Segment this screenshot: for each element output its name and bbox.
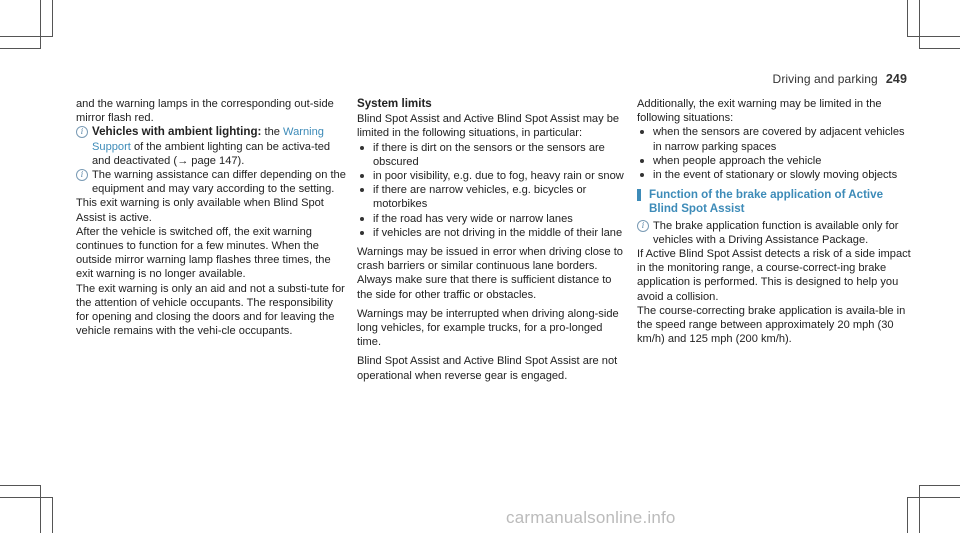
paragraph: Warnings may be interrupted when driving along-side long vehicles, for example trucks, for a pro-longed time. <box>357 307 619 349</box>
paragraph: If Active Blind Spot Assist detects a risk of a side impact in the monitoring range, a course-correct-ing brake application is performed. This is designed to help you avoid a collision. <box>637 248 911 303</box>
list-item <box>637 125 912 153</box>
info-icon: i <box>76 126 88 138</box>
column-middle <box>357 97 627 383</box>
paragraph: and the warning lamps in the corresponding out-side mirror flash red. <box>76 98 334 125</box>
crop-mark <box>907 497 908 533</box>
section-heading-text: Function of the brake application of Active Blind Spot Assist <box>649 188 884 216</box>
list-item-text: if there is dirt on the sensors or the sensors are obscured <box>373 141 605 168</box>
note-text: The warning assistance can differ depending on the equipment and may vary according to the setting. <box>92 169 346 196</box>
list-item-text: when people approach the vehicle <box>653 154 822 167</box>
crop-mark <box>0 497 53 498</box>
crop-mark <box>919 0 920 48</box>
note <box>76 125 348 168</box>
crop-mark <box>40 485 41 533</box>
watermark: carmanualsonline.info <box>506 508 676 527</box>
list-item <box>357 141 627 169</box>
bullet-icon <box>360 231 364 235</box>
list-item-text: in poor visibility, e.g. due to fog, heavy rain or snow <box>373 170 624 183</box>
crop-mark <box>919 485 960 486</box>
crop-mark <box>0 36 53 37</box>
bullet-icon <box>360 217 364 221</box>
list-item <box>357 169 627 183</box>
crop-mark <box>919 485 920 533</box>
bullet-icon <box>360 146 364 150</box>
section-heading <box>637 188 912 216</box>
bullet-icon <box>640 173 644 177</box>
bullet-list <box>357 141 627 240</box>
crop-mark <box>0 48 41 49</box>
bullet-icon <box>640 130 644 134</box>
list-item <box>637 154 912 168</box>
section-bar-icon <box>637 189 641 201</box>
subheading: System limits <box>357 97 432 110</box>
crop-mark <box>907 497 960 498</box>
info-icon: i <box>76 169 88 181</box>
bullet-icon <box>640 159 644 163</box>
section-title: Driving and parking <box>772 72 878 86</box>
paragraph: Warnings may be issued in error when driving close to crash barriers or similar continuous lane borders. Always make sure that there is sufficient distance to the side for other traffic or obstacles. <box>357 246 623 301</box>
paragraph: Additionally, the exit warning may be limited in the following situations: <box>637 98 882 125</box>
crop-mark <box>0 485 41 486</box>
column-right <box>637 97 912 346</box>
paragraph: Blind Spot Assist and Active Blind Spot Assist may be limited in the following situations, in particular: <box>357 113 620 140</box>
page-header <box>773 72 907 86</box>
crop-mark <box>52 497 53 533</box>
warning-support-link[interactable]: Warning Support <box>92 126 324 153</box>
list-item <box>357 212 627 226</box>
list-item <box>357 183 627 211</box>
note-text: The brake application function is available only for vehicles with a Driving Assistance Package. <box>653 219 899 246</box>
info-icon: i <box>637 220 649 232</box>
note <box>637 219 912 247</box>
paragraph: Blind Spot Assist and Active Blind Spot Assist are not operational when reverse gear is engaged. <box>357 355 618 382</box>
page-number: 249 <box>885 72 907 86</box>
list-item-text: if the road has very wide or narrow lanes <box>373 212 573 225</box>
crop-mark <box>52 0 53 36</box>
list-item-text: if there are narrow vehicles, e.g. bicycles or motorbikes <box>373 184 587 211</box>
crop-mark <box>907 0 908 36</box>
crop-mark <box>907 36 960 37</box>
crop-mark <box>919 48 960 49</box>
bullet-list <box>637 125 912 182</box>
list-item-text: when the sensors are covered by adjacent vehicles in narrow parking spaces <box>653 126 905 153</box>
bullet-icon <box>360 188 364 192</box>
paragraph: After the vehicle is switched off, the exit warning continues to function for a few minutes. When the outside mirror warning lamp flashes three times, the exit warning is no longer available. <box>76 225 331 281</box>
note-text: the <box>261 126 284 139</box>
paragraph: The course-correcting brake application is availa-ble in the speed range between approximately 20 mph (30 km/h) and 125 mph (200 km/h). <box>637 304 906 346</box>
list-item-text: in the event of stationary or slowly moving objects <box>653 169 898 182</box>
bullet-icon <box>360 174 364 178</box>
column-left <box>76 97 348 338</box>
crop-mark <box>40 0 41 48</box>
list-item <box>357 226 627 240</box>
note-text: of the ambient lighting can be activa-ted and deactivated (→ page 147). <box>92 140 331 167</box>
note <box>76 168 348 196</box>
note-label: Vehicles with ambient lighting: <box>92 125 262 139</box>
list-item-text: if vehicles are not driving in the middle of their lane <box>373 226 623 239</box>
list-item <box>637 168 912 182</box>
paragraph: This exit warning is only available when Blind Spot Assist is active. <box>76 197 324 224</box>
paragraph: The exit warning is only an aid and not a substi-tute for the attention of vehicle occupants. The responsibility for opening and closing the doors and for leaving the vehicle remains with the vehi-cle occupants. <box>76 282 345 338</box>
